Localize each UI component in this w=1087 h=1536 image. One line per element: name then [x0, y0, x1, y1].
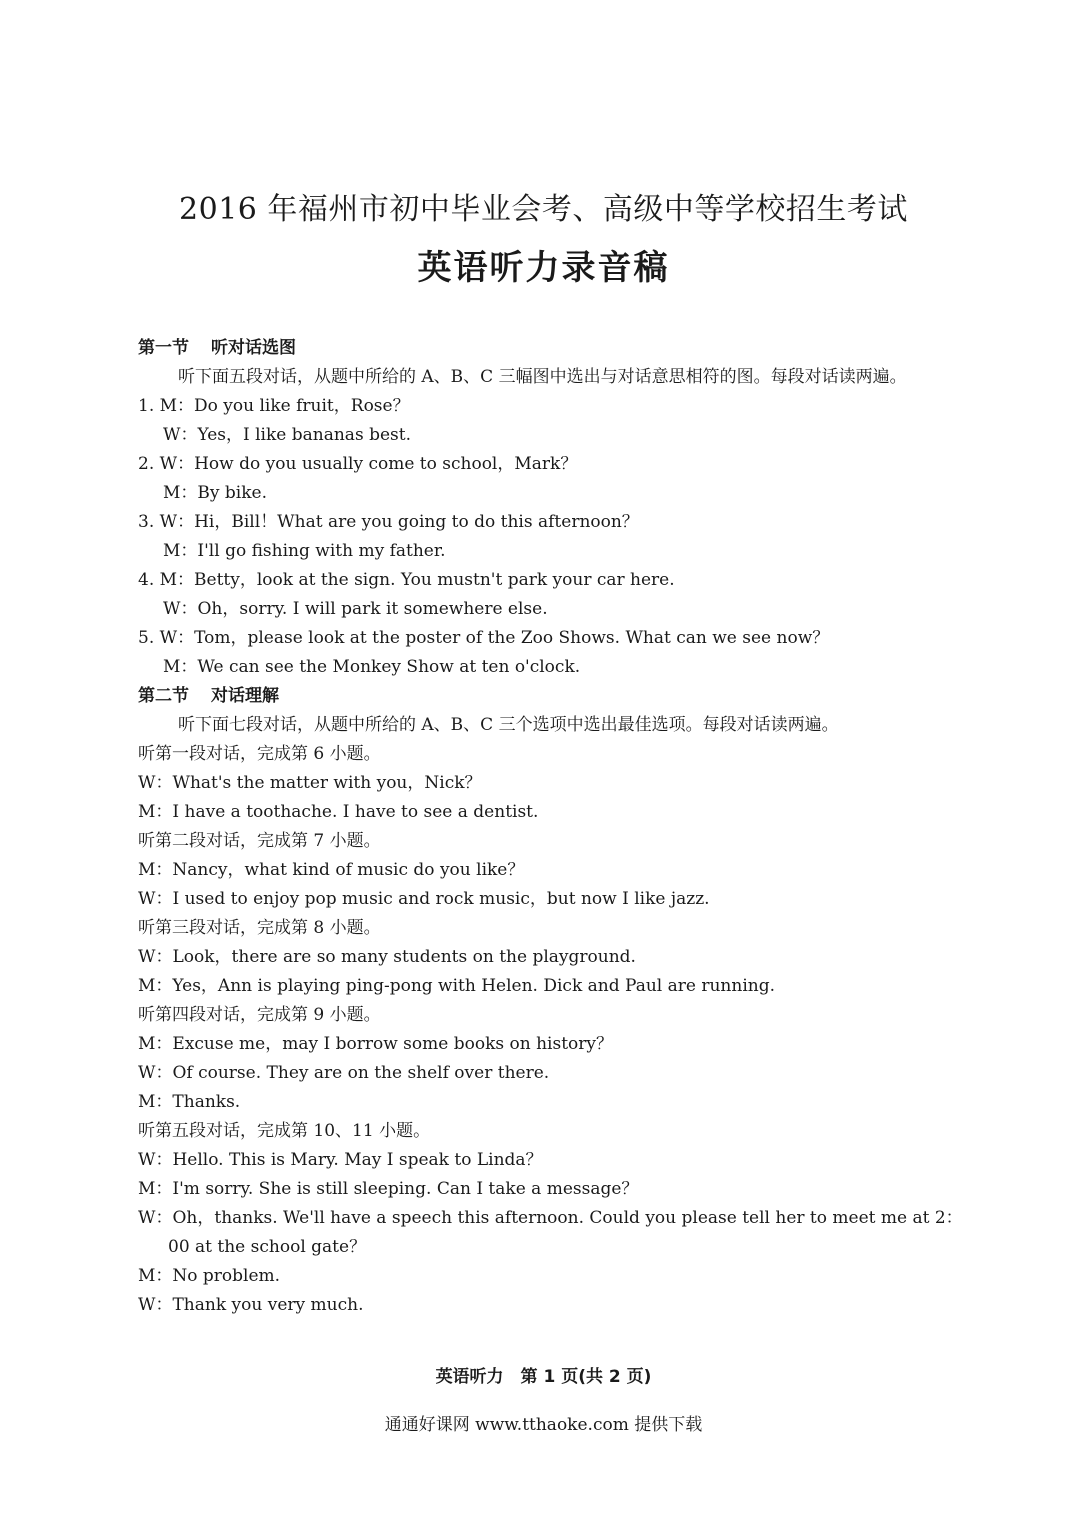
dialogue-line: M：I'm sorry. She is still sleeping. Can I take a message？: [138, 1179, 639, 1199]
dialogue-line: M：Excuse me，may I borrow some books on history？: [138, 1034, 614, 1054]
section1-number: 第一节: [138, 338, 189, 358]
dialogue-line: 1. M：Do you like fruit，Rose？: [138, 396, 410, 416]
dialogue-line: 听第四段对话，完成第 9 小题。: [138, 1005, 381, 1025]
dialogue-line: 2. W：How do you usually come to school，Mark？: [138, 454, 578, 474]
source-watermark: 通通好课网 www.tthaoke.com 提供下载: [384, 1415, 703, 1435]
dialogue-line: M：I have a toothache. I have to see a dentist.: [138, 802, 539, 822]
dialogue-line: 听第五段对话，完成第 10、11 小题。: [138, 1121, 431, 1141]
document-subtitle: 英语听力录音稿: [417, 248, 670, 288]
dialogue-line: 3. W：Hi，Bill！What are you going to do this afternoon？: [138, 512, 639, 532]
page-footer: 英语听力 第 1 页(共 2 页): [435, 1367, 652, 1387]
section2-name: 对话理解: [211, 686, 279, 706]
dialogue-line: W：Thank you very much.: [138, 1295, 364, 1315]
dialogue-line: W：Yes，I like bananas best.: [163, 425, 411, 445]
dialogue-line: M：I'll go fishing with my father.: [163, 541, 446, 561]
section1-heading: [138, 334, 978, 363]
section1-name: 听对话选图: [211, 338, 296, 358]
dialogue-line: 4. M：Betty，look at the sign. You mustn't park your car here.: [138, 570, 675, 590]
document-body: [138, 334, 978, 1320]
dialogue-line: M：We can see the Monkey Show at ten o'clock.: [163, 657, 581, 677]
dialogue-line: M：Thanks.: [138, 1092, 241, 1112]
dialogue-line: 5. W：Tom，please look at the poster of the Zoo Shows. What can we see now？: [138, 628, 830, 648]
dialogue-line: W：Look，there are so many students on the playground.: [138, 947, 636, 967]
dialogue-line: 听第一段对话，完成第 6 小题。: [138, 744, 381, 764]
dialogue-line: M：Nancy，what kind of music do you like？: [138, 860, 525, 880]
dialogue-line: W：Oh，sorry. I will park it somewhere else.: [163, 599, 548, 619]
dialogue-line: W：Hello. This is Mary. May I speak to Linda？: [138, 1150, 543, 1170]
section1-instruction: 听下面五段对话，从题中所给的 A、B、C 三幅图中选出与对话意思相符的图。每段对话读两遍。: [178, 367, 907, 387]
dialogue-line: M：Yes，Ann is playing ping-pong with Helen. Dick and Paul are running.: [138, 976, 776, 996]
dialogue-line: W：What's the matter with you，Nick？: [138, 773, 482, 793]
dialogue-line: W：Of course. They are on the shelf over there.: [138, 1063, 550, 1083]
dialogue-line: W：I used to enjoy pop music and rock music，but now I like jazz.: [138, 889, 710, 909]
section2-instruction: 听下面七段对话，从题中所给的 A、B、C 三个选项中选出最佳选项。每段对话读两遍。: [178, 715, 839, 735]
dialogue-line: 听第三段对话，完成第 8 小题。: [138, 918, 381, 938]
dialogue-line: 听第二段对话，完成第 7 小题。: [138, 831, 381, 851]
section2-number: 第二节: [138, 686, 189, 706]
dialogue-line: M：By bike.: [163, 483, 267, 503]
dialogue-line-long: W：Oh，thanks. We'll have a speech this afternoon. Could you please tell her to meet me at 2：00 at the school gate？: [138, 1208, 963, 1257]
section2-heading: [138, 682, 978, 711]
document-title: 2016 年福州市初中毕业会考、高级中等学校招生考试: [179, 192, 908, 227]
dialogue-line: M：No problem.: [138, 1266, 281, 1286]
